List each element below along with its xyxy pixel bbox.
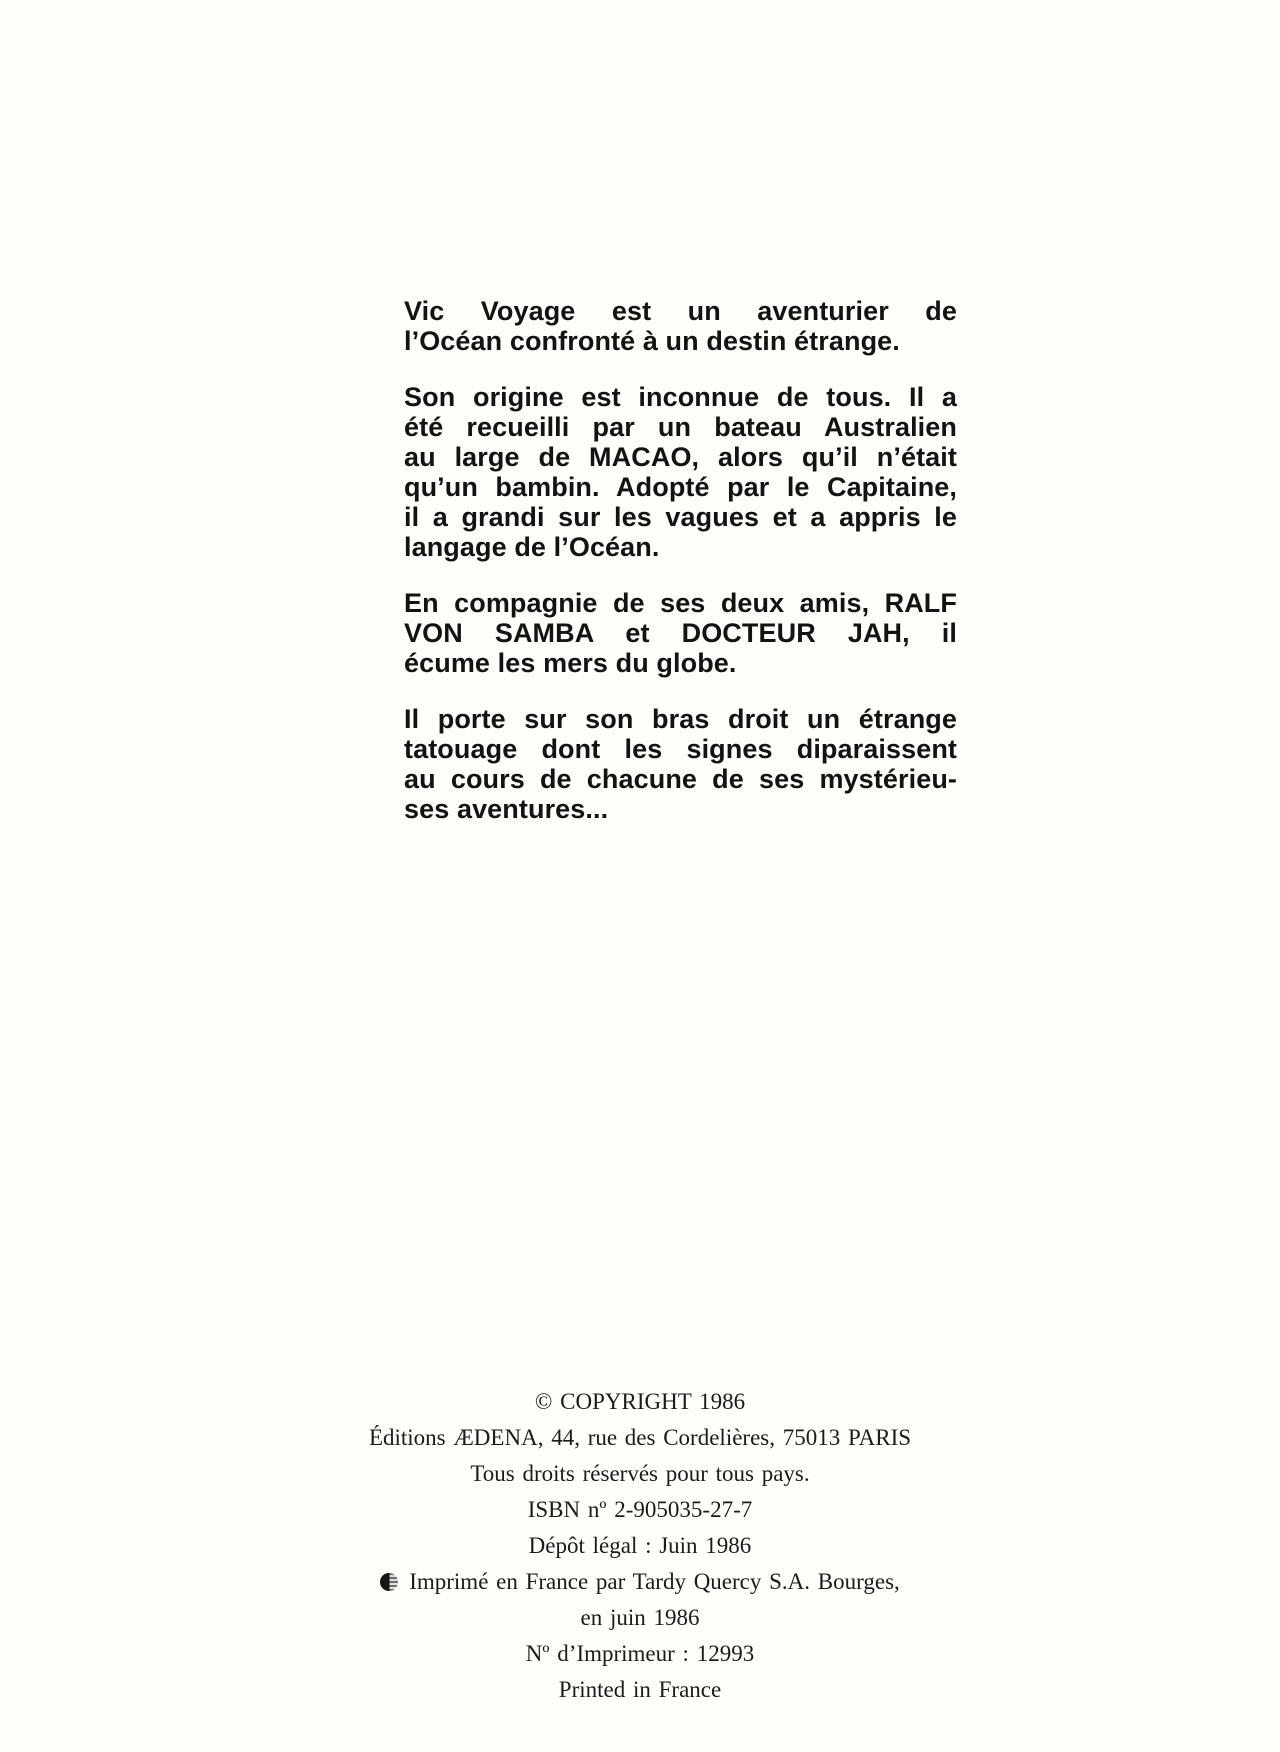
colophon-text: Nº d’Imprimeur : 12993 [525,1641,755,1666]
synopsis-line: au cours de chacune de ses mystérieu- [404,764,957,794]
synopsis-line: Il porte sur son bras droit un étrange [404,704,957,734]
synopsis-paragraph [404,296,957,356]
synopsis-line: l’Océan confronté à un destin étrange. [404,326,900,356]
synopsis-text-block [404,296,957,824]
colophon-text: ISBN nº 2-905035-27-7 [527,1497,753,1522]
colophon-line [330,1420,950,1456]
colophon-text: Printed in France [558,1677,722,1702]
synopsis-line: il a grandi sur les vagues et a appris le [404,502,957,532]
printer-mark-icon [380,1573,398,1591]
synopsis-line: En compagnie de ses deux amis, RALF [404,588,957,618]
colophon-text: Éditions ÆDENA, 44, rue des Cordelières, 75013 PARIS [368,1425,912,1450]
synopsis-line: tatouage dont les signes diparaissent [404,734,957,764]
synopsis-line: Son origine est inconnue de tous. Il a [404,382,957,412]
colophon-line [330,1528,950,1564]
colophon-line [330,1384,950,1420]
colophon-line [330,1456,950,1492]
synopsis-paragraph [404,382,957,562]
synopsis-line: été recueilli par un bateau Australien [404,412,957,442]
synopsis-line: au large de MACAO, alors qu’il n’était [404,442,957,472]
synopsis-line: qu’un bambin. Adopté par le Capitaine, [404,472,957,502]
synopsis-line: écume les mers du globe. [404,648,737,678]
colophon-block [330,1384,950,1708]
synopsis-paragraph [404,588,957,678]
colophon-text: © COPYRIGHT 1986 [534,1389,746,1414]
synopsis-line: Vic Voyage est un aventurier de [404,296,957,326]
colophon-text: Imprimé en France par Tardy Quercy S.A. Bourges, [409,1569,900,1594]
colophon-line [330,1492,950,1528]
synopsis-line: langage de l’Océan. [404,532,660,562]
synopsis-line: VON SAMBA et DOCTEUR JAH, il [404,618,957,648]
colophon-line [330,1672,950,1708]
synopsis-paragraph [404,704,957,824]
colophon-text: Dépôt légal : Juin 1986 [528,1533,752,1558]
colophon-line [330,1636,950,1672]
colophon-line [330,1564,950,1600]
colophon-line [330,1600,950,1636]
synopsis-line: ses aventures... [404,794,609,824]
colophon-text: Tous droits réservés pour tous pays. [470,1461,810,1486]
colophon-text: en juin 1986 [580,1605,700,1630]
